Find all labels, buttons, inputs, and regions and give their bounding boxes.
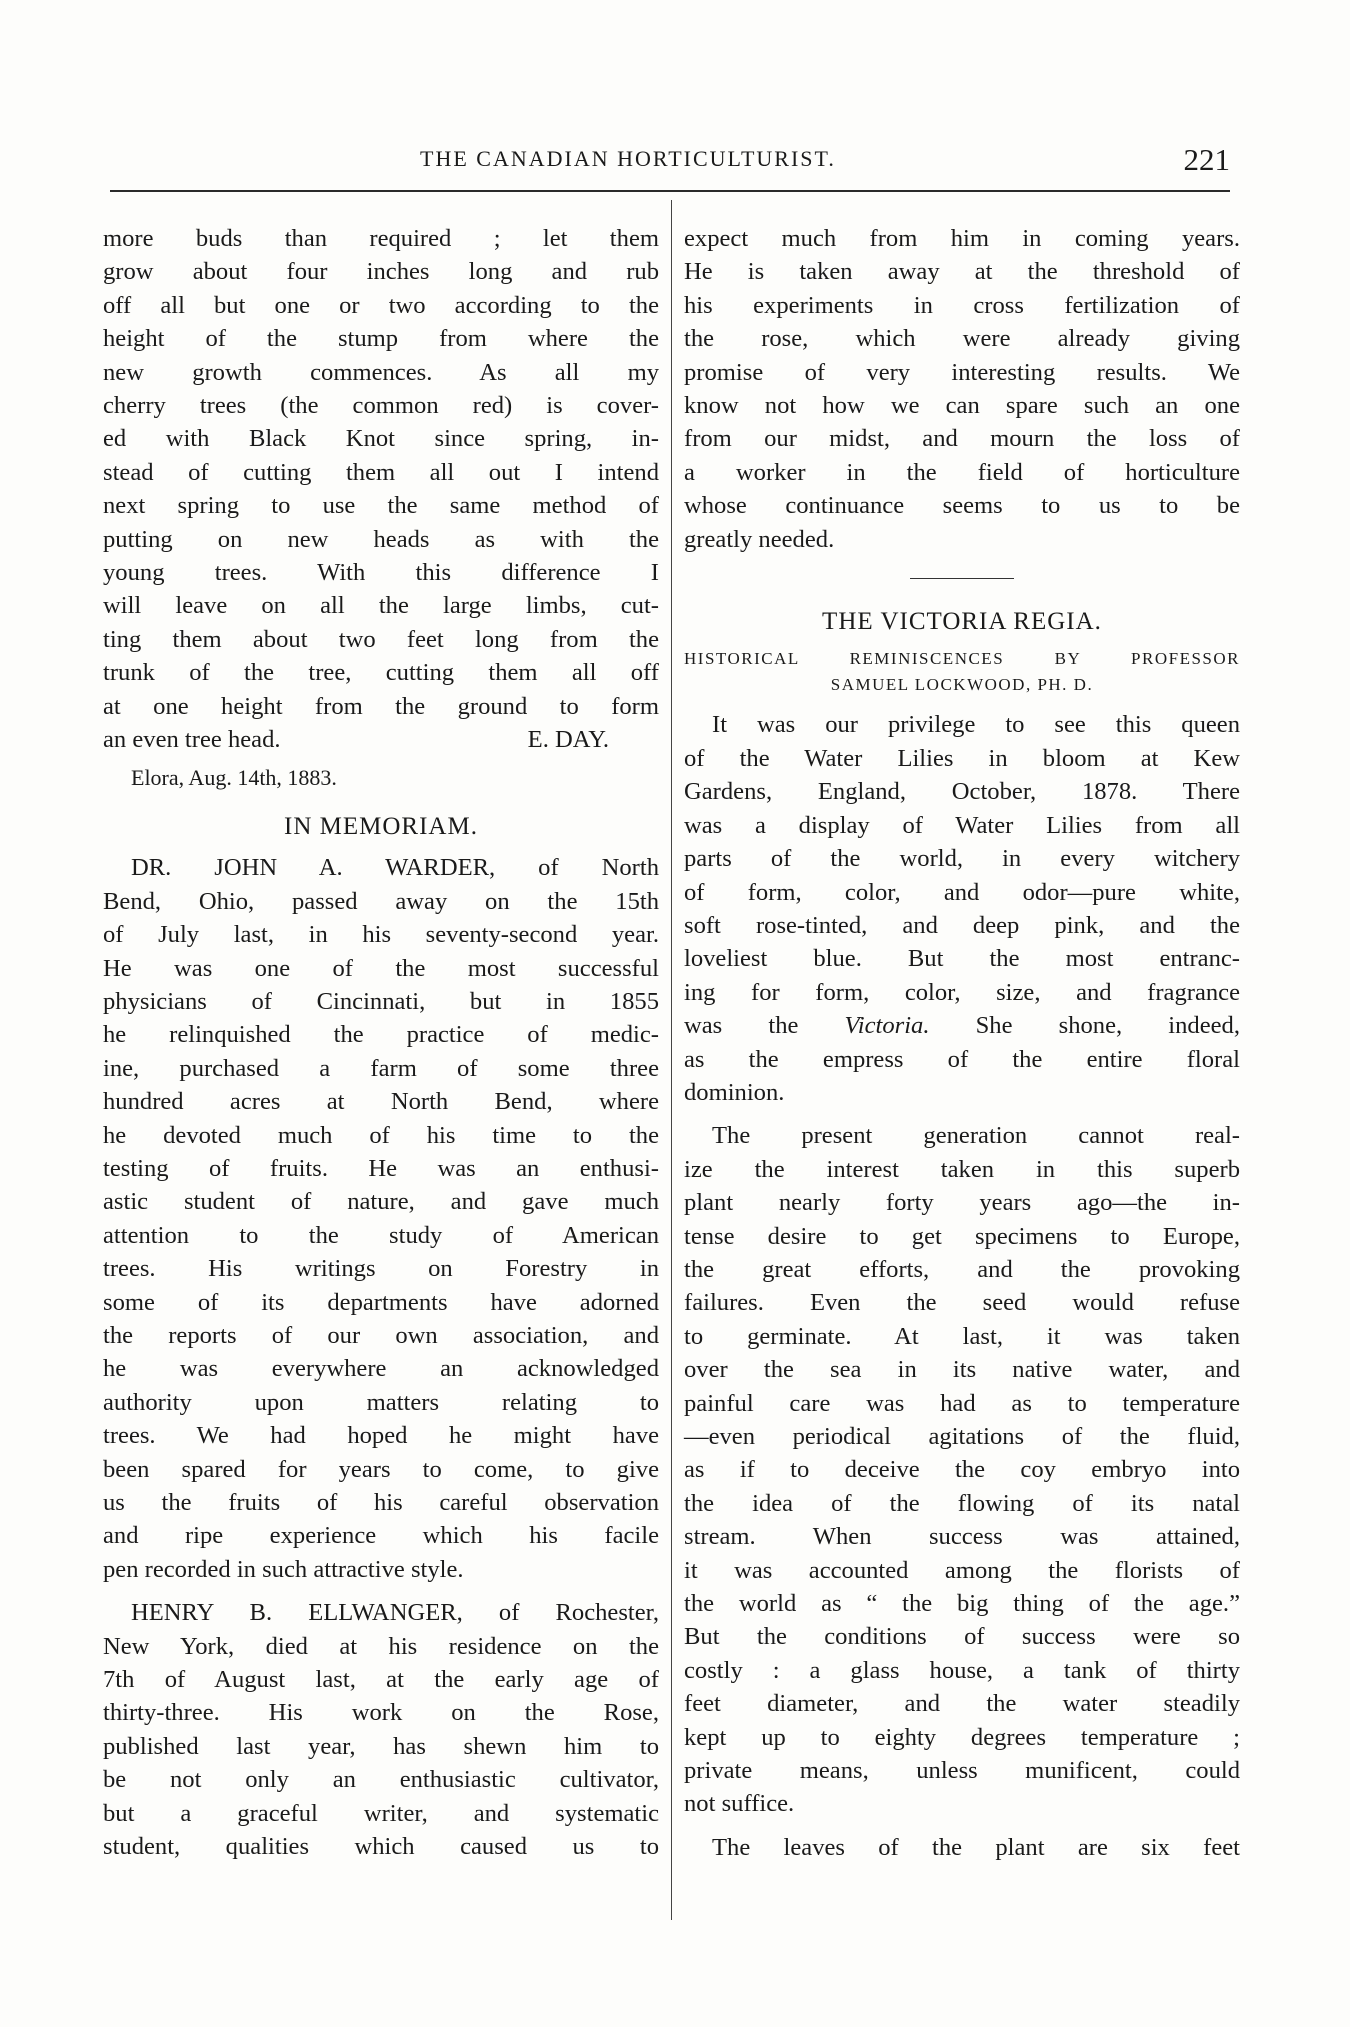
text-line: young trees. With this difference I: [103, 559, 659, 587]
text-line: it was accounted among the florists of: [684, 1556, 1240, 1584]
text-line: grow about four inches long and rub: [103, 258, 659, 286]
text-line: dominion.: [684, 1078, 785, 1106]
text-line: he devoted much of his time to the: [103, 1121, 659, 1149]
text-line: astic student of nature, and gave much: [103, 1188, 659, 1216]
column-divider: [671, 200, 672, 1920]
text-line: trees. His writings on Forestry in: [103, 1255, 659, 1283]
text-line: He is taken away at the threshold of: [684, 258, 1240, 286]
text-line: student, qualities which caused us to: [103, 1833, 659, 1861]
text-line: tense desire to get specimens to Europe,: [684, 1222, 1240, 1250]
text-line: private means, unless munificent, could: [684, 1757, 1240, 1785]
text-line: pen recorded in such attractive style.: [103, 1555, 464, 1583]
journal-title: THE CANADIAN HORTICULTURIST.: [420, 146, 836, 171]
text-line: some of its departments have adorned: [103, 1288, 659, 1316]
victoria-byline: [684, 646, 1240, 698]
victoria-paragraph-3: [684, 1831, 1240, 1864]
text-line: feet diameter, and the water steadily: [684, 1690, 1240, 1718]
text-line: —even periodical agitations of the fluid,: [684, 1423, 1240, 1450]
text-line: 7th of August last, at the early age of: [103, 1666, 659, 1694]
memoriam-heading: IN MEMORIAM.: [284, 812, 478, 840]
text-line: and ripe experience which his facile: [103, 1522, 659, 1550]
text-line: authority upon matters relating to: [103, 1388, 659, 1416]
text-line: be not only an enthusiastic cultivator,: [103, 1766, 659, 1794]
text-line: loveliest blue. But the most entranc-: [684, 945, 1240, 973]
text-line: was the Victoria. She shone, indeed,: [684, 1012, 1240, 1040]
text-line: parts of the world, in every witchery: [684, 845, 1240, 873]
text-line: trees. We had hoped he might have: [103, 1422, 659, 1450]
text-line: a worker in the field of horticulture: [684, 458, 1240, 486]
text-line: promise of very interesting results. We: [684, 358, 1240, 386]
text-line: stead of cutting them all out I intend: [103, 458, 659, 486]
text-line: But the conditions of success were so: [684, 1623, 1240, 1651]
text-line: ine, purchased a farm of some three: [103, 1054, 659, 1082]
text-line: DR. JOHN A. WARDER, of North: [131, 854, 659, 882]
text-line: will leave on all the large limbs, cut-: [103, 592, 659, 620]
text-line: The present generation cannot real-: [712, 1122, 1240, 1150]
text-line: plant nearly forty years ago—the in-: [684, 1189, 1240, 1217]
text-line: an even tree head.: [103, 726, 281, 754]
victoria-paragraph-2: [684, 1119, 1240, 1821]
text-line: at one height from the ground to form: [103, 692, 659, 720]
text-line: kept up to eighty degrees temperature ;: [684, 1723, 1240, 1751]
paragraph-gap: [103, 1586, 659, 1596]
text-line: the rose, which were already giving: [684, 325, 1240, 353]
text-line: from our midst, and mourn the loss of: [684, 425, 1240, 453]
text-line: us the fruits of his careful observation: [103, 1489, 659, 1517]
running-head: [110, 142, 1230, 182]
victoria-paragraph-1: [684, 708, 1240, 1109]
paragraph-gap: [684, 1821, 1240, 1831]
text-line: It was our privilege to see this queen: [712, 711, 1240, 739]
text-line: new growth commences. As all my: [103, 358, 659, 386]
text-line: he relinquished the practice of medic-: [103, 1021, 659, 1049]
person-name: HENRY B. ELLWANGER,: [131, 1599, 463, 1627]
text-line: The leaves of the plant are six feet: [712, 1833, 1240, 1861]
text-line: height of the stump from where the: [103, 325, 659, 353]
text-line: he was everywhere an acknowledged: [103, 1355, 659, 1383]
text-line: to germinate. At last, it was taken: [684, 1322, 1240, 1350]
text-line: the idea of the flowing of its natal: [684, 1489, 1240, 1517]
text-line: know not how we can spare such an one: [684, 392, 1240, 420]
text-line: of the Water Lilies in bloom at Kew: [684, 744, 1240, 772]
text-line: the world as “ the big thing of the age.”: [684, 1590, 1240, 1618]
text-line: physicians of Cincinnati, but in 1855: [103, 987, 659, 1015]
text-line: whose continuance seems to us to be: [684, 492, 1240, 520]
dateline: Elora, Aug. 14th, 1883.: [131, 764, 337, 790]
text-line: of form, color, and odor—pure white,: [684, 878, 1240, 906]
text-line: Bend, Ohio, passed away on the 15th: [103, 887, 659, 915]
text-line: not suffice.: [684, 1790, 795, 1818]
section-rule: [910, 578, 1014, 579]
text-line: He was one of the most successful: [103, 954, 659, 982]
left-column: [103, 222, 659, 1864]
text-line: New York, died at his residence on the: [103, 1632, 659, 1660]
text-line: his experiments in cross fertilization of: [684, 291, 1240, 319]
victoria-heading: THE VICTORIA REGIA.: [822, 608, 1102, 636]
text-line: ed with Black Knot since spring, in-: [103, 425, 659, 453]
text-line: ting them about two feet long from the: [103, 625, 659, 653]
text-line: attention to the study of American: [103, 1221, 659, 1249]
text-line: trunk of the tree, cutting them all off: [103, 659, 659, 687]
text-line: cherry trees (the common red) is cover-: [103, 392, 659, 420]
text-line: HENRY B. ELLWANGER, of Rochester,: [131, 1599, 660, 1627]
text-line: ing for form, color, size, and fragrance: [684, 978, 1240, 1006]
text-line: costly : a glass house, a tank of thirty: [684, 1656, 1240, 1684]
text-line: as if to deceive the coy embryo into: [684, 1456, 1240, 1484]
text-line: but a graceful writer, and systematic: [103, 1799, 659, 1827]
paragraph-gap: [684, 1109, 1240, 1119]
text-line: of July last, in his seventy-second year.: [103, 921, 659, 949]
text-line: off all but one or two according to the: [103, 291, 659, 319]
ellwanger-paragraph: [103, 1596, 659, 1863]
italic-term: Victoria.: [844, 1012, 930, 1040]
text-line: greatly needed.: [684, 525, 835, 553]
text-line: hundred acres at North Bend, where: [103, 1088, 659, 1116]
text-line: more buds than required ; let them: [103, 225, 659, 252]
signature-line: [103, 723, 659, 756]
text-line: was a display of Water Lilies from all: [684, 811, 1240, 839]
text-line: Gardens, England, October, 1878. There: [684, 778, 1240, 806]
header-rule: [110, 190, 1230, 192]
byline-line: SAMUEL LOCKWOOD, PH. D.: [830, 675, 1094, 695]
text-line: ize the interest taken in this superb: [684, 1155, 1240, 1183]
text-line: the great efforts, and the provoking: [684, 1255, 1240, 1283]
text-line: the reports of our own association, and: [103, 1322, 659, 1349]
text-line: failures. Even the seed would refuse: [684, 1289, 1240, 1317]
byline-line: HISTORICAL REMINISCENCES BY PROFESSOR: [684, 649, 1240, 669]
text-line: painful care was had as to temperature: [684, 1389, 1240, 1417]
text-line: next spring to use the same method of: [103, 492, 659, 520]
text-line: as the empress of the entire floral: [684, 1045, 1240, 1073]
text-line: been spared for years to come, to give: [103, 1455, 659, 1483]
text-line: expect much from him in coming years.: [684, 225, 1240, 252]
text-line: putting on new heads as with the: [103, 525, 659, 553]
text-line: stream. When success was attained,: [684, 1523, 1240, 1551]
letter-paragraph: [103, 222, 659, 757]
text-line: over the sea in its native water, and: [684, 1356, 1240, 1384]
text-line: published last year, has shewn him to: [103, 1732, 659, 1760]
author-signature: E. DAY.: [527, 726, 609, 754]
right-column: [684, 222, 1240, 1864]
text-line: testing of fruits. He was an enthusi-: [103, 1154, 659, 1182]
person-name: DR. JOHN A. WARDER,: [131, 854, 496, 882]
ellwanger-continuation: [684, 222, 1240, 556]
warder-paragraph: [103, 851, 659, 1586]
text-line: soft rose-tinted, and deep pink, and the: [684, 911, 1240, 939]
text-line: thirty-three. His work on the Rose,: [103, 1699, 659, 1727]
page-number: 221: [1183, 142, 1230, 177]
